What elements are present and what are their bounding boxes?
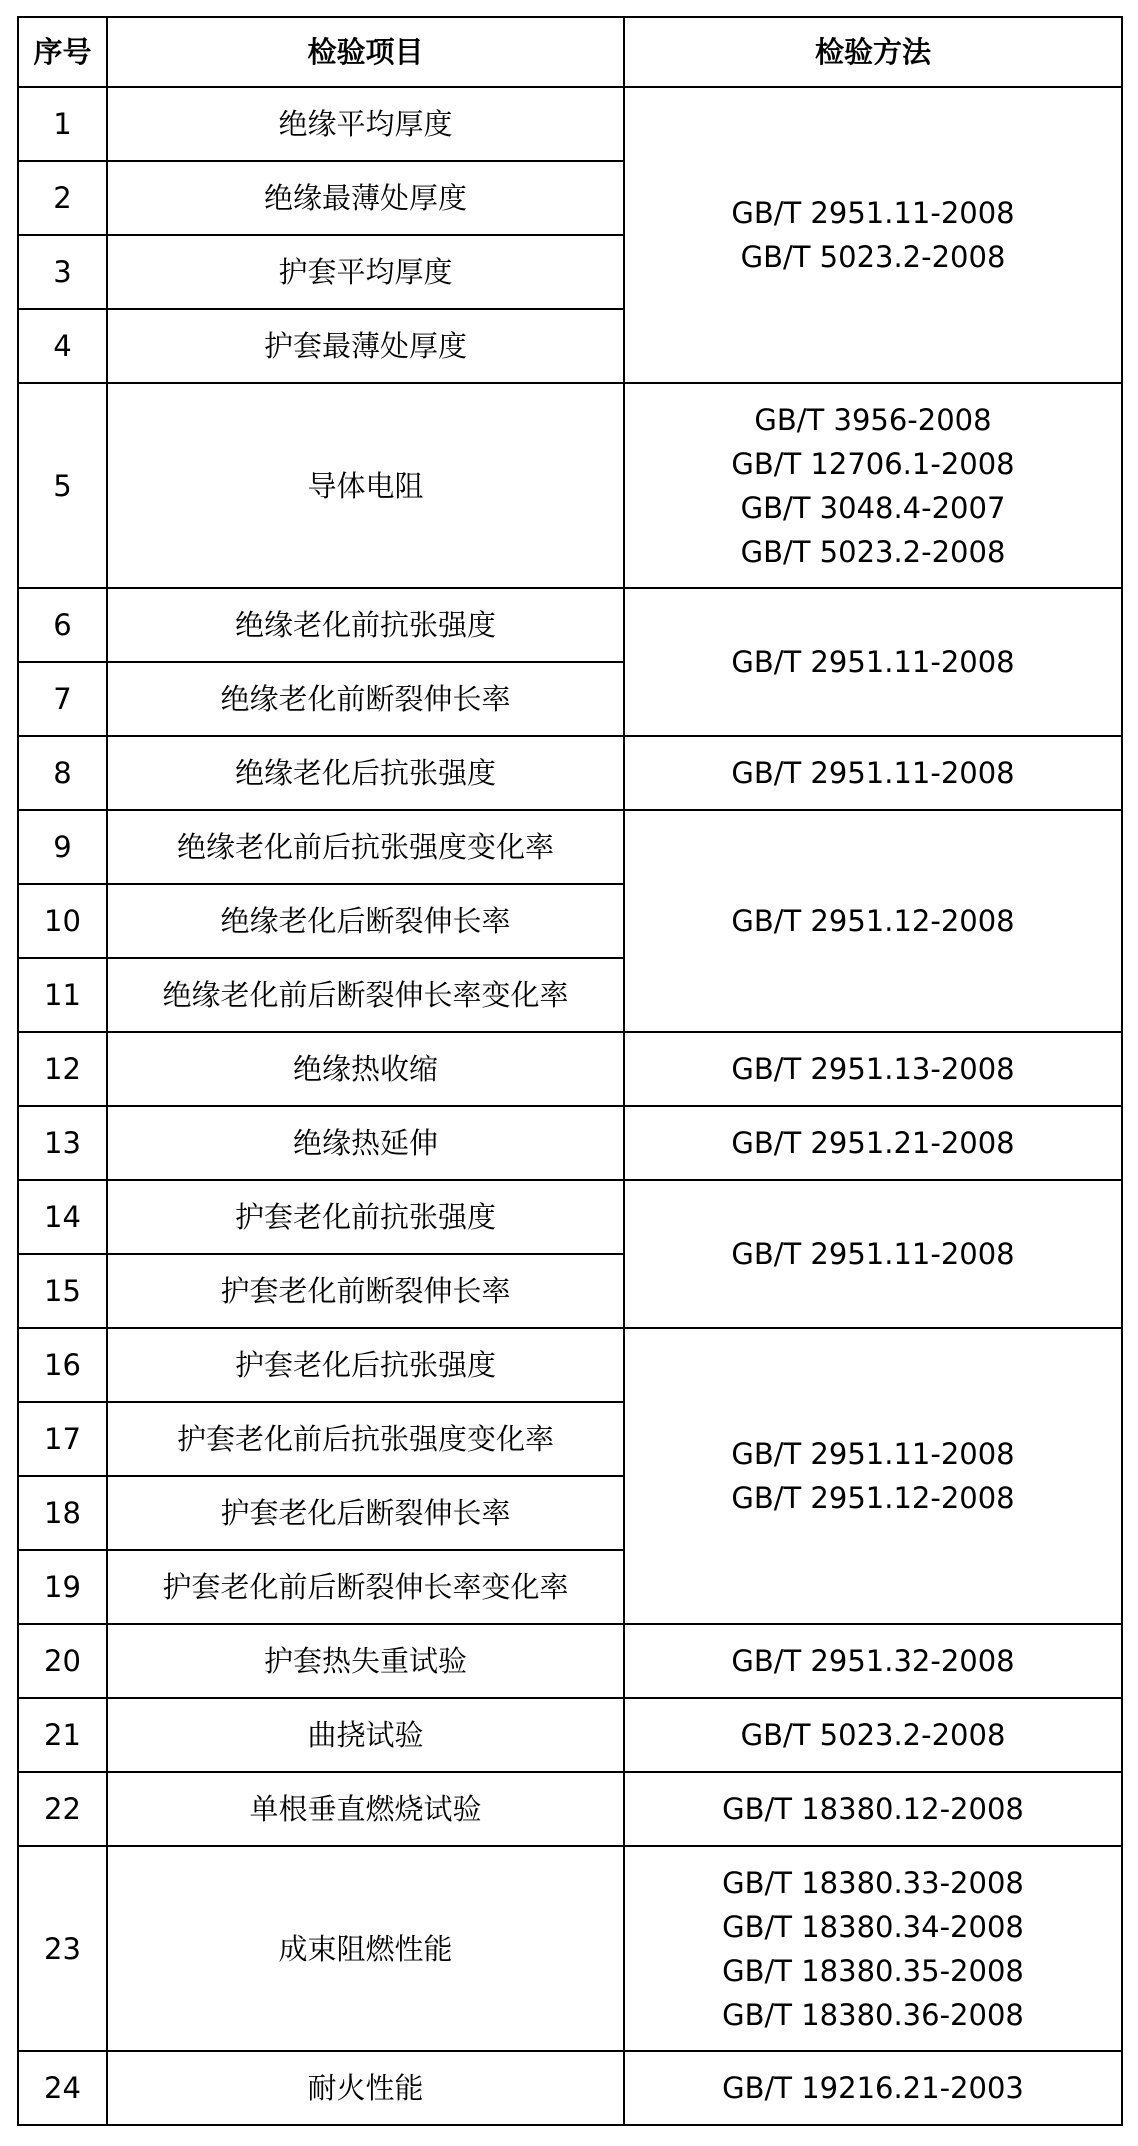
row-method [624,1032,1122,1106]
row-number: 22 [18,1772,107,1846]
row-item: 耐火性能 [107,2051,624,2125]
row-item: 护套老化后断裂伸长率 [107,1476,624,1550]
row-item: 绝缘热延伸 [107,1106,624,1180]
row-method [624,588,1122,736]
method-standard: GB/T 19216.21-2003 [722,2071,1024,2105]
row-number: 21 [18,1698,107,1772]
method-standard: GB/T 2951.11-2008 [731,1237,1015,1271]
row-method [624,1772,1122,1846]
row-number: 14 [18,1180,107,1254]
row-number: 7 [18,662,107,736]
table-row [18,1328,1122,1402]
table-row [18,588,1122,662]
row-number: 9 [18,810,107,884]
header-serial-number: 序号 [18,17,107,87]
table-header [18,17,1122,87]
method-standard: GB/T 2951.13-2008 [731,1052,1015,1086]
method-standard: GB/T 18380.36-2008 [722,1997,1024,2032]
table-row [18,736,1122,810]
row-item: 护套老化前后断裂伸长率变化率 [107,1550,624,1624]
row-number: 4 [18,309,107,383]
row-number: 6 [18,588,107,662]
row-method [624,383,1122,588]
method-standard: GB/T 2951.12-2008 [731,1481,1015,1515]
header-inspection-method: 检验方法 [624,17,1122,87]
table-row [18,87,1122,161]
row-number: 18 [18,1476,107,1550]
row-method [624,1106,1122,1180]
row-method [624,1846,1122,2051]
row-item: 护套老化前后抗张强度变化率 [107,1402,624,1476]
row-method [624,2051,1122,2125]
table-row [18,1772,1122,1846]
row-item: 护套热失重试验 [107,1624,624,1698]
method-standard: GB/T 18380.35-2008 [722,1953,1024,1988]
row-item: 绝缘老化前抗张强度 [107,588,624,662]
table-row [18,1032,1122,1106]
method-standard: GB/T 18380.34-2008 [722,1909,1024,1944]
row-item: 绝缘老化前后抗张强度变化率 [107,810,624,884]
row-number: 1 [18,87,107,161]
table-row [18,1106,1122,1180]
header-row [18,17,1122,87]
method-standard: GB/T 3048.4-2007 [740,490,1006,525]
table-row [18,1698,1122,1772]
row-number: 8 [18,736,107,810]
row-number: 13 [18,1106,107,1180]
row-method [624,1180,1122,1328]
table-row [18,1624,1122,1698]
row-item: 绝缘老化后断裂伸长率 [107,884,624,958]
row-method [624,1624,1122,1698]
row-number: 11 [18,958,107,1032]
method-standard: GB/T 2951.11-2008 [731,1437,1015,1471]
method-standard: GB/T 5023.2-2008 [740,1718,1006,1752]
table-row [18,1180,1122,1254]
row-item: 绝缘最薄处厚度 [107,161,624,235]
method-standard: GB/T 2951.11-2008 [731,645,1015,679]
row-number: 15 [18,1254,107,1328]
row-item: 绝缘热收缩 [107,1032,624,1106]
row-number: 5 [18,383,107,588]
row-number: 20 [18,1624,107,1698]
row-item: 绝缘老化后抗张强度 [107,736,624,810]
method-standard: GB/T 2951.32-2008 [731,1644,1015,1678]
row-number: 16 [18,1328,107,1402]
row-item: 护套老化前断裂伸长率 [107,1254,624,1328]
row-item: 曲挠试验 [107,1698,624,1772]
row-item: 导体电阻 [107,383,624,588]
inspection-table-wrapper [17,16,1121,2126]
row-method [624,736,1122,810]
row-method [624,1698,1122,1772]
row-item: 绝缘老化前断裂伸长率 [107,662,624,736]
row-item: 护套平均厚度 [107,235,624,309]
row-number: 23 [18,1846,107,2051]
row-method [624,810,1122,1032]
table-row [18,383,1122,588]
method-standard: GB/T 18380.12-2008 [722,1792,1024,1826]
method-standard: GB/T 5023.2-2008 [740,240,1006,274]
inspection-table [17,16,1123,2126]
method-standard: GB/T 3956-2008 [754,402,992,437]
row-item: 成束阻燃性能 [107,1846,624,2051]
method-standard: GB/T 2951.11-2008 [731,756,1015,790]
row-item: 绝缘老化前后断裂伸长率变化率 [107,958,624,1032]
row-item: 护套老化前抗张强度 [107,1180,624,1254]
row-item: 绝缘平均厚度 [107,87,624,161]
row-method [624,1328,1122,1624]
method-standard: GB/T 18380.33-2008 [722,1865,1024,1900]
table-row [18,1846,1122,2051]
row-number: 17 [18,1402,107,1476]
method-standard: GB/T 2951.11-2008 [731,196,1015,230]
header-inspection-item: 检验项目 [107,17,624,87]
row-item: 护套最薄处厚度 [107,309,624,383]
table-row [18,810,1122,884]
method-standard: GB/T 12706.1-2008 [731,446,1015,481]
method-standard: GB/T 2951.12-2008 [731,904,1015,938]
row-number: 2 [18,161,107,235]
method-standard: GB/T 2951.21-2008 [731,1126,1015,1160]
table-row [18,2051,1122,2125]
row-number: 12 [18,1032,107,1106]
row-method [624,87,1122,383]
row-number: 3 [18,235,107,309]
row-item: 单根垂直燃烧试验 [107,1772,624,1846]
row-item: 护套老化后抗张强度 [107,1328,624,1402]
method-standard: GB/T 5023.2-2008 [740,534,1006,569]
row-number: 19 [18,1550,107,1624]
table-body [18,87,1122,2125]
row-number: 10 [18,884,107,958]
row-number: 24 [18,2051,107,2125]
